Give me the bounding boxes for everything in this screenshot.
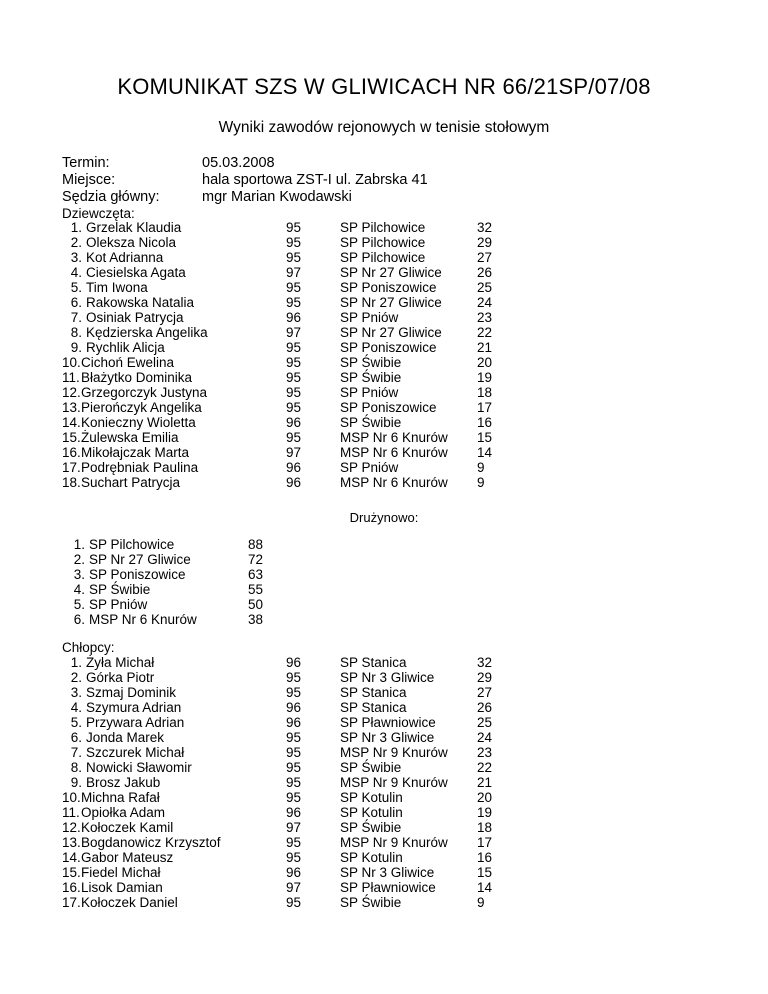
player-name: Oleksza Nicola (86, 235, 177, 250)
birth-year: 95 (286, 280, 302, 295)
birth-year: 96 (286, 415, 302, 430)
rank: 1. (70, 655, 82, 670)
player-name: Cichoń Ewelina (81, 355, 175, 370)
page-subtitle: Wyniki zawodów rejonowych w tenisie stołowym (218, 119, 550, 136)
rank: 1. (70, 220, 82, 235)
player-name: Suchart Patrycja (81, 475, 181, 490)
school: SP Nr 3 Gliwice (340, 865, 435, 880)
rank: 7. (70, 310, 82, 325)
rank: 4. (73, 582, 85, 597)
points: 38 (248, 612, 264, 627)
birth-year: 97 (286, 265, 302, 280)
girl-row (0, 235, 768, 250)
rank: 5. (70, 715, 82, 730)
school: SP Nr 3 Gliwice (340, 670, 435, 685)
player-name: Pierończyk Angelika (81, 400, 202, 415)
player-name: Lisok Damian (81, 880, 163, 895)
birth-year: 95 (286, 370, 302, 385)
rank: 8. (70, 760, 82, 775)
team-row (0, 597, 400, 612)
boy-row (0, 790, 768, 805)
points: 18 (477, 820, 493, 835)
boy-row (0, 820, 768, 835)
boy-row (0, 700, 768, 715)
rank: 2. (70, 670, 82, 685)
rank: 15. (62, 430, 81, 445)
school: SP Pniów (340, 460, 399, 475)
boy-row (0, 745, 768, 760)
rank: 17. (62, 895, 81, 910)
player-name: Michna Rafał (81, 790, 160, 805)
birth-year: 95 (286, 430, 302, 445)
rank: 10. (62, 790, 81, 805)
girl-row (0, 355, 768, 370)
school: SP Pławniowice (340, 715, 436, 730)
school: SP Kotulin (340, 850, 403, 865)
rank: 15. (62, 865, 81, 880)
player-name: Żulewska Emilia (81, 430, 179, 445)
player-name: Kot Adrianna (86, 250, 164, 265)
player-name: Szmaj Dominik (86, 685, 177, 700)
school: SP Poniszowice (340, 400, 437, 415)
points: 16 (477, 850, 493, 865)
school: SP Pniów (340, 385, 399, 400)
points: 24 (477, 295, 493, 310)
school: SP Nr 3 Gliwice (340, 730, 435, 745)
rank: 10. (62, 355, 81, 370)
team-name: SP Nr 27 Gliwice (89, 552, 191, 567)
termin-label: Termin: (62, 155, 110, 171)
team-name: SP Pniów (89, 597, 148, 612)
birth-year: 96 (286, 865, 302, 880)
school: MSP Nr 6 Knurów (340, 445, 448, 460)
points: 9 (477, 475, 485, 490)
girl-row (0, 325, 768, 340)
player-name: Jonda Marek (86, 730, 165, 745)
school: SP Świbie (340, 820, 402, 835)
boy-row (0, 895, 768, 910)
rank: 18. (62, 475, 81, 490)
rank: 16. (62, 880, 81, 895)
points: 15 (477, 865, 493, 880)
boy-row (0, 655, 768, 670)
points: 14 (477, 445, 493, 460)
team-row (0, 612, 400, 627)
points: 20 (477, 355, 493, 370)
player-name: Brosz Jakub (86, 775, 161, 790)
player-name: Osiniak Patrycja (86, 310, 184, 325)
girl-row (0, 370, 768, 385)
boy-row (0, 760, 768, 775)
player-name: Przywara Adrian (86, 715, 185, 730)
points: 50 (248, 597, 264, 612)
points: 88 (248, 537, 264, 552)
girl-row (0, 475, 768, 490)
birth-year: 95 (286, 355, 302, 370)
school: SP Świbie (340, 370, 402, 385)
player-name: Opiołka Adam (81, 805, 166, 820)
birth-year: 95 (286, 340, 302, 355)
rank: 12. (62, 820, 81, 835)
points: 22 (477, 760, 493, 775)
page-title: KOMUNIKAT SZS W GLIWICACH NR 66/21SP/07/08 (117, 74, 651, 99)
player-name: Rychlik Alicja (86, 340, 165, 355)
birth-year: 97 (286, 880, 302, 895)
birth-year: 97 (286, 445, 302, 460)
birth-year: 95 (286, 295, 302, 310)
birth-year: 95 (286, 400, 302, 415)
player-name: Kołoczek Daniel (81, 895, 178, 910)
school: SP Kotulin (340, 805, 403, 820)
player-name: Grzegorczyk Justyna (81, 385, 208, 400)
birth-year: 95 (286, 235, 302, 250)
birth-year: 95 (286, 670, 302, 685)
birth-year: 96 (286, 475, 302, 490)
girl-row (0, 430, 768, 445)
player-name: Fiedel Michał (81, 865, 161, 880)
rank: 6. (73, 612, 85, 627)
girl-row (0, 445, 768, 460)
player-name: Podrębniak Paulina (81, 460, 199, 475)
rank: 5. (70, 280, 82, 295)
points: 20 (477, 790, 493, 805)
school: SP Pilchowice (340, 250, 426, 265)
birth-year: 96 (286, 655, 302, 670)
boy-row (0, 880, 768, 895)
rank: 2. (70, 235, 82, 250)
player-name: Tim Iwona (86, 280, 148, 295)
team-row (0, 537, 400, 552)
points: 25 (477, 715, 493, 730)
rank: 3. (70, 685, 82, 700)
player-name: Rakowska Natalia (86, 295, 195, 310)
rank: 4. (70, 265, 82, 280)
school: SP Pilchowice (340, 235, 426, 250)
rank: 6. (70, 295, 82, 310)
boy-row (0, 670, 768, 685)
player-name: Szymura Adrian (86, 700, 182, 715)
school: SP Poniszowice (340, 340, 437, 355)
boy-row (0, 865, 768, 880)
girl-row (0, 400, 768, 415)
rank: 5. (73, 597, 85, 612)
points: 27 (477, 685, 493, 700)
girl-row (0, 385, 768, 400)
team-row (0, 582, 400, 597)
birth-year: 95 (286, 385, 302, 400)
birth-year: 96 (286, 460, 302, 475)
boy-row (0, 805, 768, 820)
points: 29 (477, 670, 493, 685)
team-row (0, 552, 400, 567)
points: 21 (477, 775, 493, 790)
points: 27 (477, 250, 493, 265)
girl-row (0, 310, 768, 325)
birth-year: 95 (286, 730, 302, 745)
rank: 14. (62, 415, 81, 430)
miejsce-value: hala sportowa ZST-I ul. Zabrska 41 (202, 172, 428, 188)
birth-year: 95 (286, 685, 302, 700)
school: SP Pławniowice (340, 880, 436, 895)
team-name: SP Świbie (89, 582, 151, 597)
player-name: Błażytko Dominika (81, 370, 193, 385)
birth-year: 96 (286, 805, 302, 820)
points: 17 (477, 835, 493, 850)
birth-year: 95 (286, 790, 302, 805)
rank: 14. (62, 850, 81, 865)
school: SP Stanica (340, 655, 407, 670)
player-name: Kędzierska Angelika (86, 325, 208, 340)
miejsce-label: Miejsce: (62, 172, 116, 188)
points: 17 (477, 400, 493, 415)
team-name: SP Pilchowice (89, 537, 175, 552)
points: 9 (477, 895, 485, 910)
birth-year: 95 (286, 760, 302, 775)
points: 23 (477, 745, 493, 760)
school: SP Poniszowice (340, 280, 437, 295)
rank: 1. (73, 537, 85, 552)
boy-row (0, 715, 768, 730)
termin-value: 05.03.2008 (202, 155, 275, 171)
school: MSP Nr 6 Knurów (340, 475, 448, 490)
points: 16 (477, 415, 493, 430)
birth-year: 97 (286, 820, 302, 835)
school: SP Nr 27 Gliwice (340, 295, 442, 310)
player-name: Nowicki Sławomir (86, 760, 192, 775)
points: 55 (248, 582, 264, 597)
boys-heading: Chłopcy: (62, 640, 115, 655)
player-name: Grzelak Klaudia (86, 220, 182, 235)
team-name: MSP Nr 6 Knurów (89, 612, 197, 627)
rank: 11. (62, 370, 80, 385)
rank: 2. (73, 552, 85, 567)
birth-year: 95 (286, 745, 302, 760)
points: 26 (477, 700, 493, 715)
points: 72 (248, 552, 264, 567)
points: 32 (477, 655, 493, 670)
school: SP Kotulin (340, 790, 403, 805)
rank: 9. (70, 340, 82, 355)
rank: 13. (62, 400, 81, 415)
rank: 9. (70, 775, 82, 790)
birth-year: 95 (286, 835, 302, 850)
girl-row (0, 460, 768, 475)
teams-heading: Drużynowo: (349, 510, 419, 525)
birth-year: 95 (286, 895, 302, 910)
boy-row (0, 835, 768, 850)
school: MSP Nr 9 Knurów (340, 835, 448, 850)
girls-heading: Dziewczęta: (62, 206, 135, 221)
points: 24 (477, 730, 493, 745)
boy-row (0, 685, 768, 700)
rank: 11. (62, 805, 80, 820)
points: 25 (477, 280, 493, 295)
rank: 7. (70, 745, 82, 760)
rank: 13. (62, 835, 81, 850)
points: 63 (248, 567, 264, 582)
player-name: Bogdanowicz Krzysztof (81, 835, 221, 850)
team-row (0, 567, 400, 582)
girl-row (0, 220, 768, 235)
school: SP Świbie (340, 355, 402, 370)
player-name: Kołoczek Kamil (81, 820, 174, 835)
points: 14 (477, 880, 493, 895)
rank: 6. (70, 730, 82, 745)
rank: 3. (70, 250, 82, 265)
boy-row (0, 730, 768, 745)
points: 32 (477, 220, 493, 235)
points: 23 (477, 310, 493, 325)
rank: 16. (62, 445, 81, 460)
sedzia-label: Sędzia główny: (62, 189, 160, 205)
points: 19 (477, 370, 493, 385)
school: SP Stanica (340, 700, 407, 715)
points: 22 (477, 325, 493, 340)
birth-year: 95 (286, 850, 302, 865)
school: MSP Nr 9 Knurów (340, 745, 448, 760)
school: SP Nr 27 Gliwice (340, 265, 442, 280)
girl-row (0, 280, 768, 295)
school: SP Świbie (340, 895, 402, 910)
school: SP Nr 27 Gliwice (340, 325, 442, 340)
birth-year: 95 (286, 220, 302, 235)
birth-year: 95 (286, 250, 302, 265)
birth-year: 95 (286, 775, 302, 790)
boy-row (0, 850, 768, 865)
player-name: Ciesielska Agata (86, 265, 186, 280)
school: SP Świbie (340, 415, 402, 430)
school: SP Pilchowice (340, 220, 426, 235)
girl-row (0, 340, 768, 355)
player-name: Żyła Michał (86, 655, 155, 670)
rank: 17. (62, 460, 81, 475)
sedzia-value: mgr Marian Kwodawski (202, 189, 352, 205)
birth-year: 96 (286, 715, 302, 730)
girl-row (0, 265, 768, 280)
school: SP Stanica (340, 685, 407, 700)
birth-year: 96 (286, 700, 302, 715)
player-name: Szczurek Michał (86, 745, 185, 760)
boy-row (0, 775, 768, 790)
player-name: Górka Piotr (86, 670, 155, 685)
rank: 12. (62, 385, 81, 400)
points: 18 (477, 385, 493, 400)
birth-year: 97 (286, 325, 302, 340)
team-name: SP Poniszowice (89, 567, 186, 582)
rank: 4. (70, 700, 82, 715)
points: 9 (477, 460, 485, 475)
player-name: Mikołajczak Marta (81, 445, 190, 460)
girl-row (0, 415, 768, 430)
rank: 3. (73, 567, 85, 582)
points: 26 (477, 265, 493, 280)
player-name: Gabor Mateusz (81, 850, 174, 865)
school: MSP Nr 9 Knurów (340, 775, 448, 790)
rank: 8. (70, 325, 82, 340)
birth-year: 96 (286, 310, 302, 325)
points: 21 (477, 340, 493, 355)
girl-row (0, 250, 768, 265)
school: SP Pniów (340, 310, 399, 325)
school: SP Świbie (340, 760, 402, 775)
points: 29 (477, 235, 493, 250)
points: 19 (477, 805, 493, 820)
school: MSP Nr 6 Knurów (340, 430, 448, 445)
points: 15 (477, 430, 493, 445)
girl-row (0, 295, 768, 310)
player-name: Konieczny Wioletta (81, 415, 196, 430)
